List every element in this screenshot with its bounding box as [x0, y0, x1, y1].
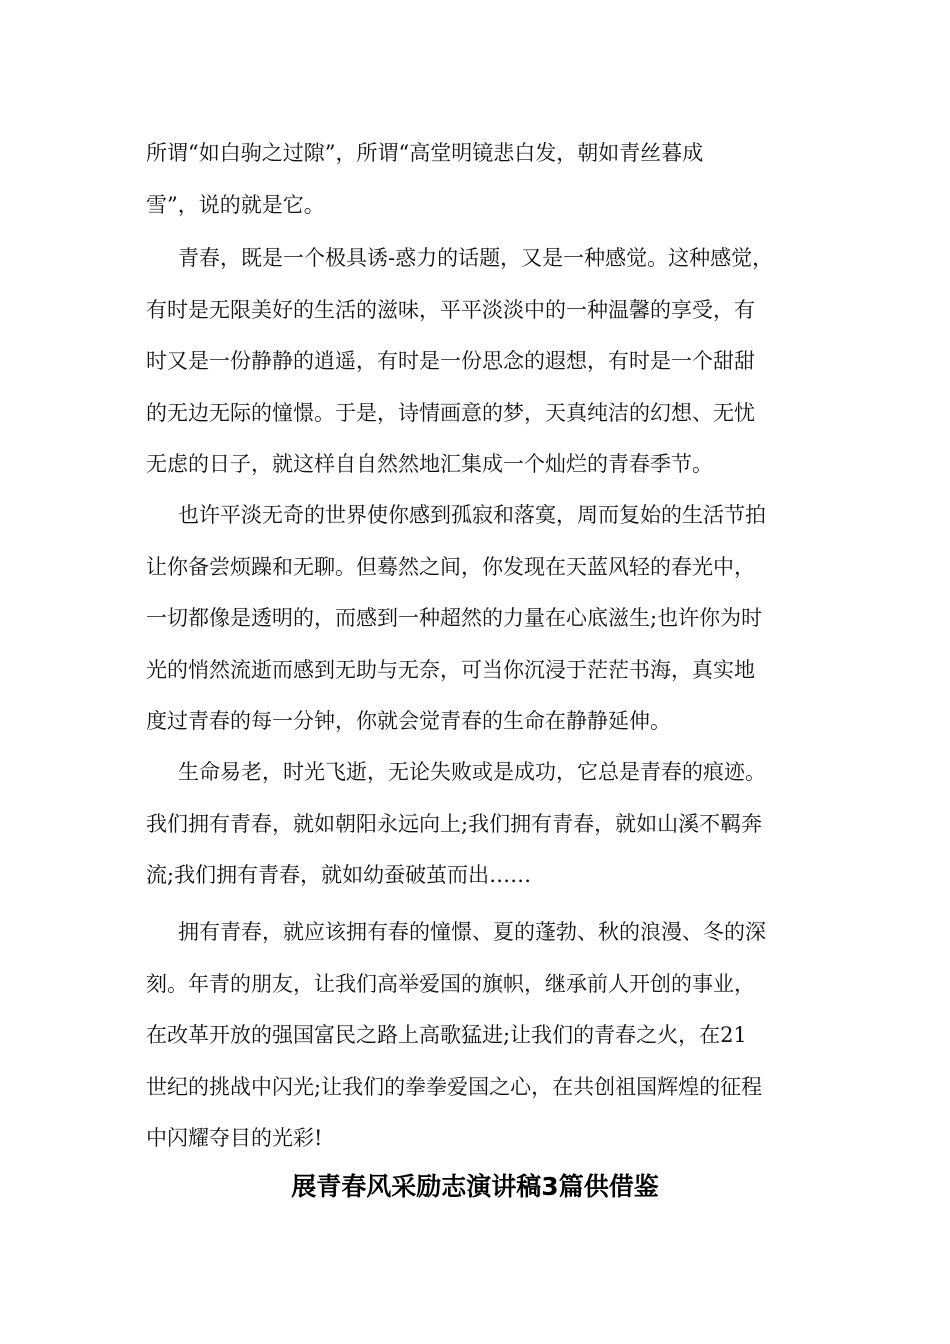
paragraph-line: 雪”，说的就是它。: [146, 193, 325, 217]
paragraph-line: 让你备尝烦躁和无聊。但蓦然之间，你发现在天蓝风轻的春光中，: [146, 555, 755, 579]
paragraph-line: 刻。年青的朋友，让我们高举爱国的旗帜，继承前人开创的事业，: [146, 972, 755, 996]
paragraph-line: 时又是一份静静的逍遥，有时是一份思念的遐想，有时是一个甜甜: [146, 349, 755, 373]
paragraph-line: 有时是无限美好的生活的滋味，平平淡淡中的一种温馨的享受，有: [146, 298, 755, 322]
paragraph-line: 拥有青春，就应该拥有春的憧憬、夏的蓬勃、秋的浪漫、冬的深: [178, 920, 766, 944]
paragraph-line: 度过青春的每一分钟，你就会觉青春的生命在静静延伸。: [146, 709, 671, 733]
paragraph-line: 光的悄然流逝而感到无助与无奈，可当你沉浸于茫茫书海，真实地: [146, 658, 755, 682]
paragraph-line: 的无边无际的憧憬。于是，诗情画意的梦，天真纯洁的幻想、无忧: [146, 401, 755, 425]
paragraph-line: 所谓“如白驹之过隙”，所谓“高堂明镜悲白发，朝如青丝暮成: [146, 141, 704, 165]
paragraph-line: 无虑的日子，就这样自自然然地汇集成一个灿烂的青春季节。: [146, 452, 713, 476]
paragraph-line: 也许平淡无奇的世界使你感到孤寂和落寞，周而复始的生活节拍: [178, 503, 766, 527]
paragraph-line: 生命易老，时光飞逝，无论失败或是成功，它总是青春的痕迹。: [178, 760, 766, 784]
paragraph-line: 世纪的挑战中闪光;让我们的拳拳爱国之心，在共创祖国辉煌的征程: [146, 1075, 763, 1099]
paragraph-line: 青春，既是一个极具诱-惑力的话题，又是一种感觉。这种感觉，: [178, 246, 774, 270]
paragraph-line: 中闪耀夺目的光彩!: [146, 1126, 323, 1150]
paragraph-line: 我们拥有青春，就如朝阳永远向上;我们拥有青春，就如山溪不羁奔: [146, 812, 763, 836]
paragraph-line: 流;我们拥有青春，就如幼蚕破茧而出……: [146, 863, 532, 887]
paragraph-line: 在改革开放的强国富民之路上高歌猛进;让我们的青春之火，在21: [146, 1023, 747, 1047]
paragraph-line: 一切都像是透明的，而感到一种超然的力量在心底滋生;也许你为时: [146, 606, 763, 630]
section-title: 展青春风采励志演讲稿3篇供借鉴: [291, 1172, 659, 1201]
